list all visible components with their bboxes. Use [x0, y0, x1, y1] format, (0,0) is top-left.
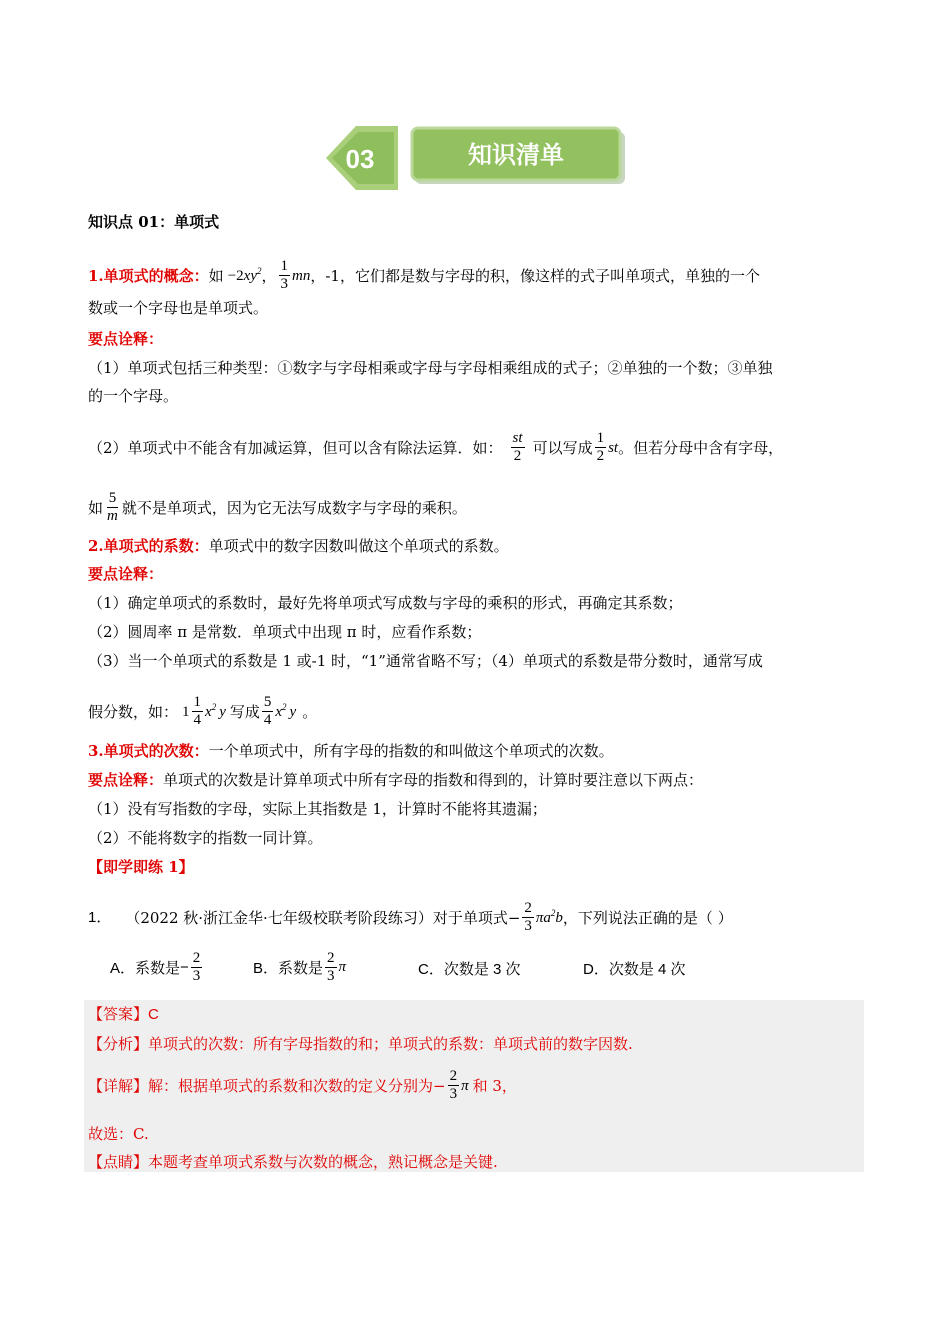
option-a[interactable]: A．系数是 − $\frac{2}{3}$ — [110, 950, 201, 984]
notes1-item2: （2）单项式中不能含有加减运算，但可以含有除法运算．如： $\frac{st}{2}$ 可以写成 $\frac{1}{2}$ st 。但若分母中含有字母， — [88, 430, 784, 464]
header-title: 知识清单 — [468, 141, 564, 169]
header-number: 03 — [345, 144, 375, 174]
concept-label: 1.单项式的概念： — [88, 266, 209, 285]
notes3-item1: （1）没有写指数的字母，实际上其指数是 1，计算时不能将其遗漏； — [88, 800, 547, 818]
question-line: 1． （2022 秋·浙江金华·七年级校联考阶段练习）对于单项式 − $\frac{2}{3}$ $\pi a^2b$ ，下列说法正确的是（ ） — [88, 900, 733, 934]
degree-line: 3.单项式的次数：一个单项式中，所有字母的指数的和叫做这个单项式的次数。 — [88, 742, 614, 760]
notes1-item2b: 如 $\frac{5}{m}$ 就不是单项式，因为它无法写成数字与字母的乘积。 — [88, 490, 467, 524]
option-b[interactable]: B．系数是 $\frac{2}{3}$ π — [253, 950, 347, 984]
fraction: $\frac{1}{3}$ — [280, 258, 288, 292]
choice-line: 故选：C. — [88, 1125, 149, 1143]
header-banner — [320, 122, 630, 194]
concept-line-2: 数或一个字母也是单项式。 — [88, 299, 269, 317]
notes2-item3: （3）当一个单项式的系数是 1 或-1 时，“1”通常省略不写；（4）单项式的系数是带分数时，通常写成 — [88, 652, 763, 670]
analysis-line: 【分析】单项式的次数：所有字母指数的和；单项式的系数：单项式前的数字因数. — [88, 1035, 633, 1053]
notes2-item2: （2）圆周率 π 是常数．单项式中出现 π 时，应看作系数； — [88, 623, 482, 641]
section-title: 知识点 01：单项式 — [88, 213, 220, 231]
notes3-line: 要点诠释：单项式的次数是计算单项式中所有字母的指数和得到的，计算时要注意以下两点： — [88, 771, 704, 789]
option-c[interactable]: C．次数是 3 次 — [418, 961, 521, 978]
comment-line: 【点睛】本题考查单项式系数与次数的概念，熟记概念是关键. — [88, 1153, 498, 1171]
notes2-item4: 假分数，如： 1 $\frac{1}{4}$ $x^2$ y 写成 $\frac{5}{4}$ $x^2$ y 。 — [88, 694, 318, 728]
notes2-item1: （1）确定单项式的系数时，最好先将单项式写成数与字母的乘积的形式，再确定其系数； — [88, 594, 683, 612]
option-d[interactable]: D．次数是 4 次 — [583, 961, 686, 978]
notes1-item1b: 的一个字母。 — [88, 387, 179, 405]
notes-label-1: 要点诠释： — [88, 330, 164, 348]
detail-line: 【详解】 解：根据单项式的系数和次数的定义分别为 − $\frac{2}{3}$ π 和 3， — [88, 1068, 517, 1102]
answer-line: 【答案】C — [88, 1005, 159, 1023]
notes1-item1: （1）单项式包括三种类型：①数字与字母相乘或字母与字母相乘组成的式子；②单独的一个数；③单独 — [88, 359, 773, 377]
coefficient-line: 2.单项式的系数：单项式中的数字因数叫做这个单项式的系数。 — [88, 537, 509, 555]
concept-line: 1.单项式的概念： 如 $-2xy^2$ ， $\frac{1}{3}$ mn ，-1，它们都是数与字母的积，像这样的式子叫单项式，单独的一个 — [88, 258, 760, 292]
notes-label-2: 要点诠释： — [88, 565, 164, 583]
practice-label: 【即学即练 1】 — [88, 858, 194, 876]
notes3-item2: （2）不能将数字的指数一同计算。 — [88, 829, 323, 847]
